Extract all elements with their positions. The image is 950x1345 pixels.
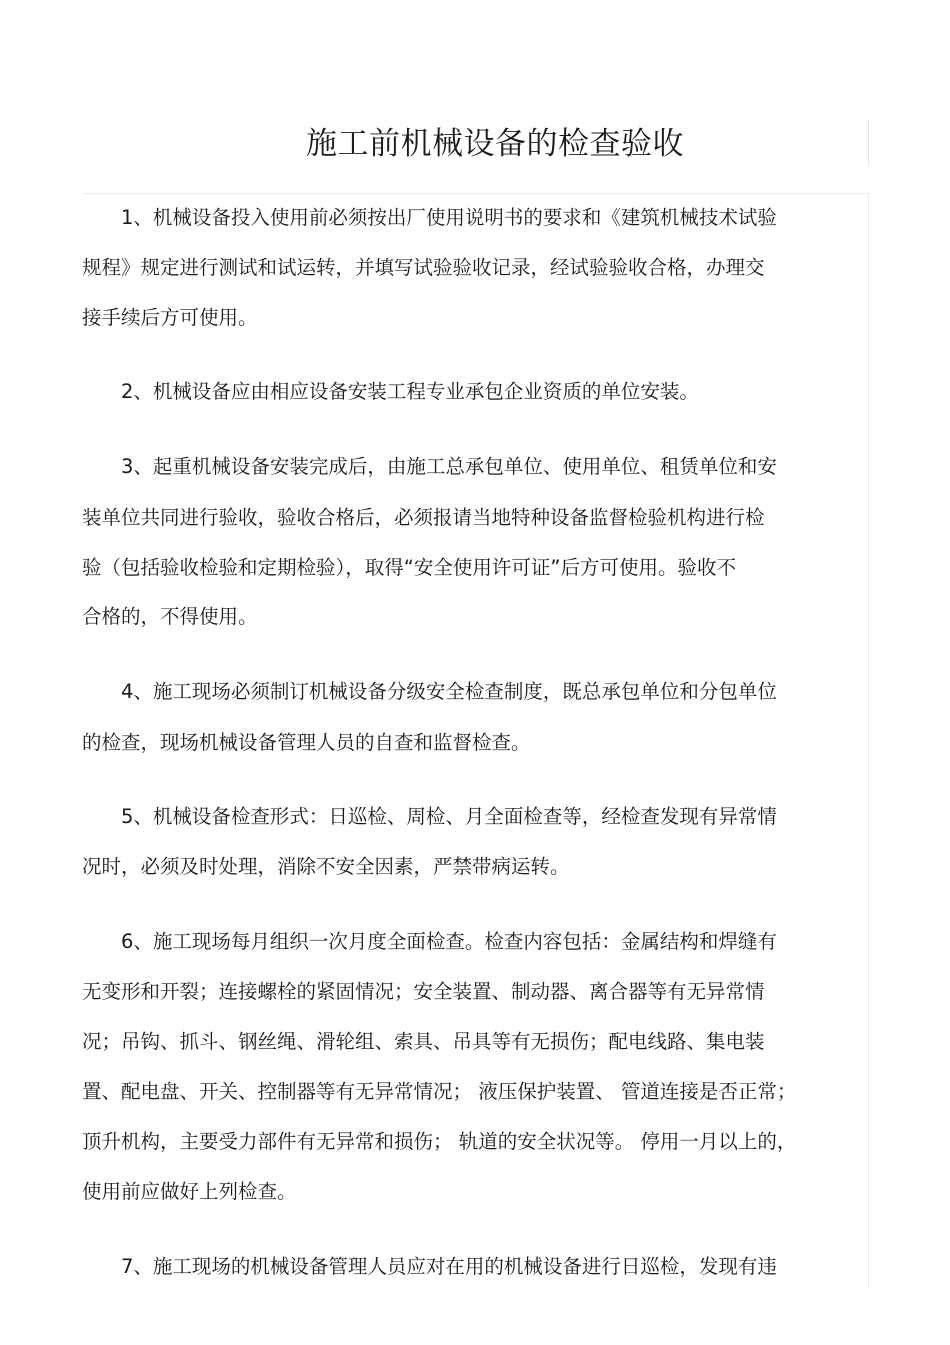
paragraph-6-line-6: 使用前应做好上列检查。 — [82, 1180, 297, 1203]
paragraph-6-line-2: 无变形和开裂；连接螺栓的紧固情况；安全装置、制动器、离合器等有无异常情 — [82, 980, 765, 1003]
paragraph-3-line-4: 合格的，不得使用。 — [82, 605, 258, 628]
right-divider — [868, 194, 869, 1289]
title-divider — [868, 120, 869, 166]
paragraph-2-line-1: 2、机械设备应由相应设备安装工程专业承包企业资质的单位安装。 — [121, 380, 699, 403]
paragraph-5-line-2: 况时，必须及时处理，消除不安全因素，严禁带病运转。 — [82, 855, 570, 878]
paragraph-6-line-1: 6、施工现场每月组织一次月度全面检查。检查内容包括：金属结构和焊缝有 — [121, 930, 777, 953]
page-title: 施工前机械设备的检查验收 — [306, 126, 684, 162]
top-divider — [82, 193, 869, 194]
paragraph-4-line-2: 的检查，现场机械设备管理人员的自查和监督检查。 — [82, 731, 531, 754]
paragraph-5-line-1: 5、机械设备检查形式：日巡检、周检、月全面检查等，经检查发现有异常情 — [121, 805, 777, 828]
paragraph-1-line-1: 1、机械设备投入使用前必须按出厂使用说明书的要求和《建筑机械技术试验 — [121, 206, 777, 229]
paragraph-3-line-2: 装单位共同进行验收，验收合格后，必须报请当地特种设备监督检验机构进行检 — [82, 506, 765, 529]
paragraph-3-line-3: 验（包括验收检验和定期检验），取得“安全使用许可证”后方可使用。验收不 — [82, 556, 736, 579]
paragraph-6-line-5: 顶升机构，主要受力部件有无异常和损伤； 轨道的安全状况等。 停用一月以上的， — [82, 1130, 797, 1153]
paragraph-3-line-1: 3、起重机械设备安装完成后，由施工总承包单位、使用单位、租赁单位和安 — [121, 455, 777, 478]
paragraph-1-line-3: 接手续后方可使用。 — [82, 306, 258, 329]
paragraph-6-line-3: 况；吊钩、抓斗、钢丝绳、滑轮组、索具、吊具等有无损伤；配电线路、集电装 — [82, 1030, 765, 1053]
paragraph-6-line-4: 置、配电盘、开关、控制器等有无异常情况； 液压保护装置、 管道连接是否正常； — [82, 1080, 797, 1103]
paragraph-7-line-1: 7、施工现场的机械设备管理人员应对在用的机械设备进行日巡检，发现有违 — [121, 1255, 777, 1278]
paragraph-4-line-1: 4、施工现场必须制订机械设备分级安全检查制度，既总承包单位和分包单位 — [121, 680, 777, 703]
paragraph-1-line-2: 规程》规定进行测试和试运转，并填写试验验收记录，经试验验收合格，办理交 — [82, 256, 765, 279]
